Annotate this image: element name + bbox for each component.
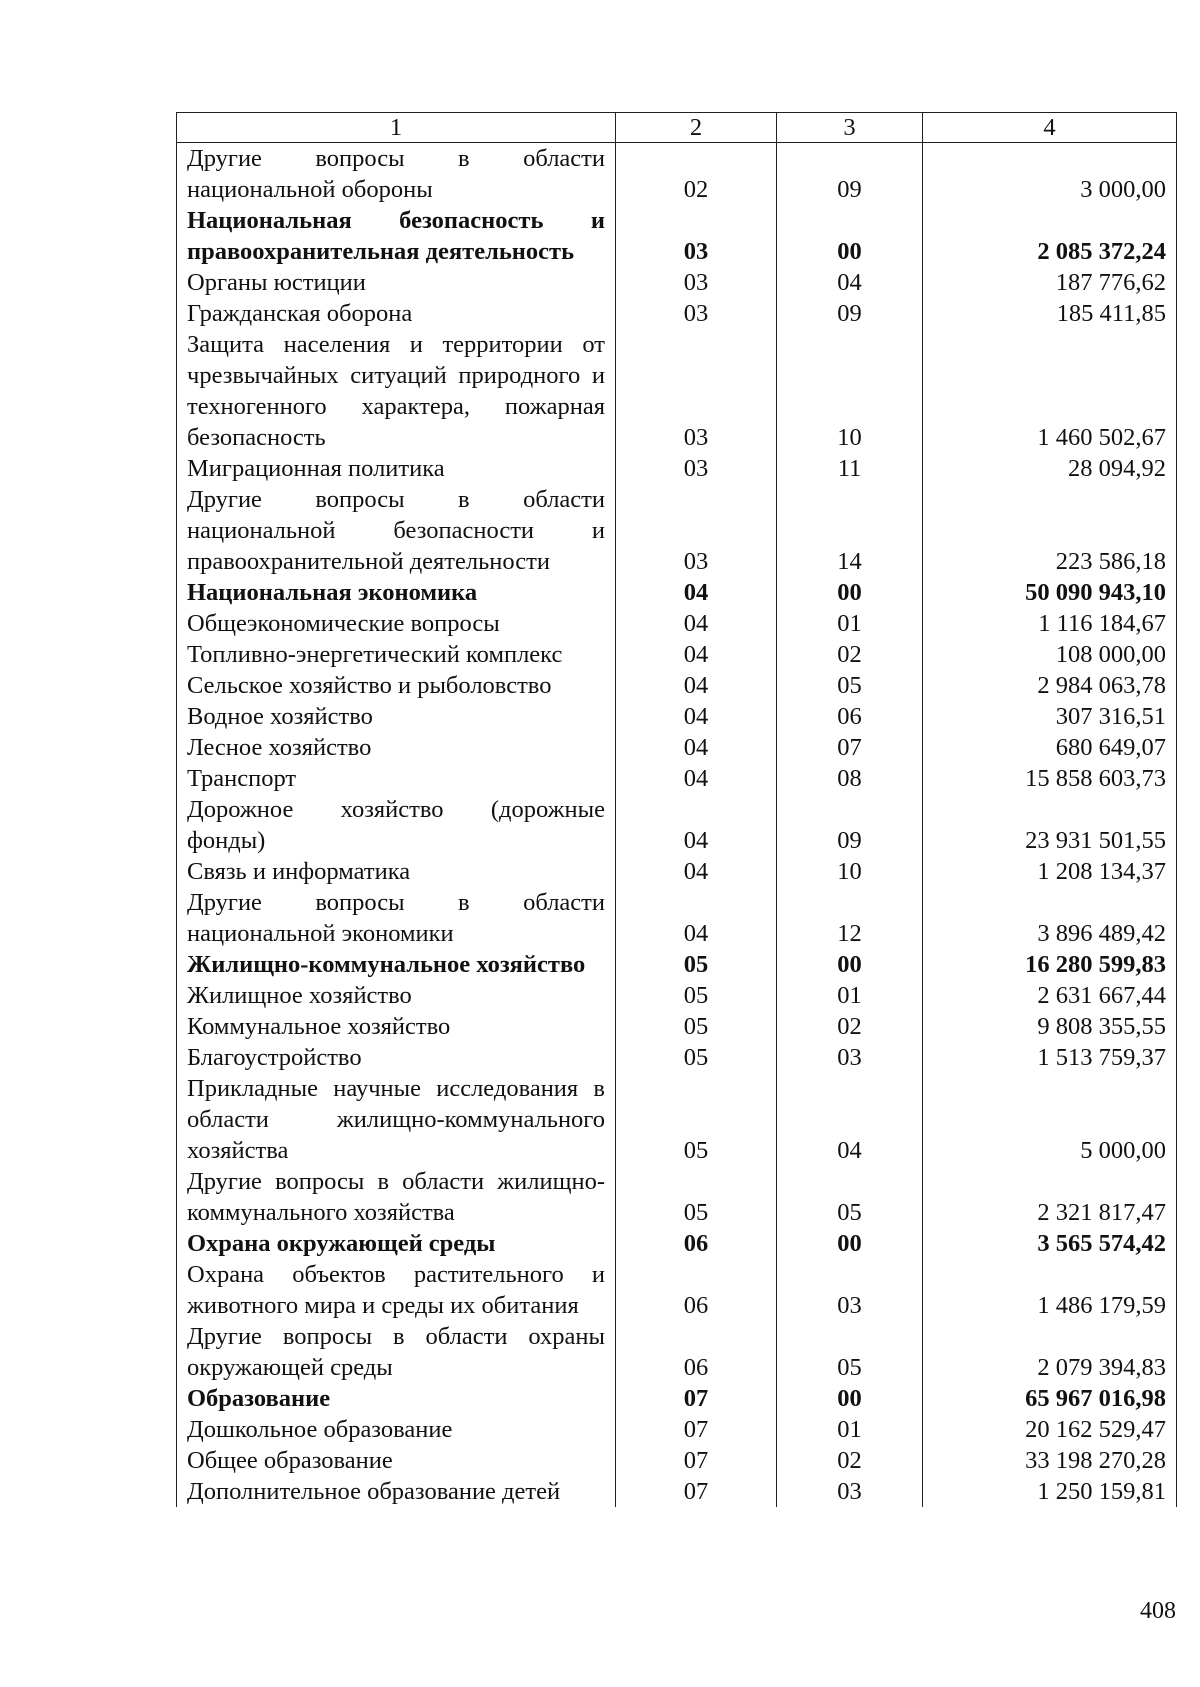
row-section-code: 03 (616, 484, 777, 577)
row-amount: 2 079 394,83 (923, 1321, 1177, 1383)
row-amount: 185 411,85 (923, 298, 1177, 329)
row-subsection-code: 06 (777, 701, 923, 732)
row-subsection-code: 04 (777, 1073, 923, 1166)
row-amount: 1 208 134,37 (923, 856, 1177, 887)
row-name: Другие вопросы в области охраны окружающей среды (177, 1321, 616, 1383)
table-row (177, 1414, 1177, 1445)
row-name: Другие вопросы в области жилищно-коммунального хозяйства (177, 1166, 616, 1228)
row-amount: 2 321 817,47 (923, 1166, 1177, 1228)
column-header-amount: 4 (923, 113, 1177, 143)
table-row (177, 1321, 1177, 1383)
row-subsection-code: 03 (777, 1259, 923, 1321)
budget-table (176, 112, 1177, 1507)
row-subsection-code: 05 (777, 670, 923, 701)
row-amount: 307 316,51 (923, 701, 1177, 732)
row-amount: 3 565 574,42 (923, 1228, 1177, 1259)
table-row (177, 980, 1177, 1011)
row-name: Органы юстиции (177, 267, 616, 298)
row-subsection-code: 11 (777, 453, 923, 484)
row-name: Другие вопросы в области национальной безопасности и правоохранительной деятельности (177, 484, 616, 577)
row-section-code: 04 (616, 639, 777, 670)
row-section-code: 04 (616, 577, 777, 608)
row-name: Жилищное хозяйство (177, 980, 616, 1011)
row-subsection-code: 01 (777, 980, 923, 1011)
row-name: Водное хозяйство (177, 701, 616, 732)
row-name: Национальная экономика (177, 577, 616, 608)
row-name: Охрана окружающей среды (177, 1228, 616, 1259)
row-section-code: 05 (616, 1011, 777, 1042)
row-name: Дорожное хозяйство (дорожные фонды) (177, 794, 616, 856)
table-row (177, 577, 1177, 608)
row-name: Другие вопросы в области национальной экономики (177, 887, 616, 949)
table-row (177, 143, 1177, 206)
table-row (177, 484, 1177, 577)
row-section-code: 03 (616, 329, 777, 453)
row-amount: 16 280 599,83 (923, 949, 1177, 980)
row-subsection-code: 00 (777, 1383, 923, 1414)
row-name: Коммунальное хозяйство (177, 1011, 616, 1042)
table-row (177, 639, 1177, 670)
row-amount: 2 085 372,24 (923, 205, 1177, 267)
row-subsection-code: 02 (777, 1011, 923, 1042)
table-row (177, 949, 1177, 980)
row-name: Общеэкономические вопросы (177, 608, 616, 639)
row-subsection-code: 09 (777, 143, 923, 206)
row-name: Благоустройство (177, 1042, 616, 1073)
row-section-code: 05 (616, 949, 777, 980)
row-subsection-code: 00 (777, 577, 923, 608)
column-header-name: 1 (177, 113, 616, 143)
row-amount: 108 000,00 (923, 639, 1177, 670)
table-row (177, 298, 1177, 329)
row-section-code: 04 (616, 887, 777, 949)
row-subsection-code: 01 (777, 1414, 923, 1445)
row-name: Прикладные научные исследования в области жилищно-коммунального хозяйства (177, 1073, 616, 1166)
row-subsection-code: 10 (777, 856, 923, 887)
row-section-code: 04 (616, 732, 777, 763)
row-section-code: 04 (616, 763, 777, 794)
row-section-code: 05 (616, 1042, 777, 1073)
row-amount: 680 649,07 (923, 732, 1177, 763)
row-name: Лесное хозяйство (177, 732, 616, 763)
table-row (177, 1259, 1177, 1321)
row-name: Другие вопросы в области национальной обороны (177, 143, 616, 206)
table-row (177, 1042, 1177, 1073)
table-row (177, 205, 1177, 267)
table-row (177, 670, 1177, 701)
table-body (177, 143, 1177, 1508)
row-subsection-code: 01 (777, 608, 923, 639)
row-section-code: 06 (616, 1228, 777, 1259)
row-amount: 187 776,62 (923, 267, 1177, 298)
page-number: 408 (1140, 1598, 1176, 1624)
row-amount: 2 984 063,78 (923, 670, 1177, 701)
table-row (177, 1476, 1177, 1507)
row-section-code: 03 (616, 267, 777, 298)
row-subsection-code: 00 (777, 205, 923, 267)
table-row (177, 1383, 1177, 1414)
table-row (177, 763, 1177, 794)
row-name: Защита населения и территории от чрезвычайных ситуаций природного и техногенного характера, пожарная безопасность (177, 329, 616, 453)
row-amount: 1 116 184,67 (923, 608, 1177, 639)
table-row (177, 1228, 1177, 1259)
row-section-code: 07 (616, 1383, 777, 1414)
row-name: Дополнительное образование детей (177, 1476, 616, 1507)
row-section-code: 03 (616, 453, 777, 484)
table-row (177, 329, 1177, 453)
row-subsection-code: 07 (777, 732, 923, 763)
table-row (177, 856, 1177, 887)
row-name: Общее образование (177, 1445, 616, 1476)
row-amount: 1 250 159,81 (923, 1476, 1177, 1507)
table-row (177, 732, 1177, 763)
row-subsection-code: 12 (777, 887, 923, 949)
row-amount: 9 808 355,55 (923, 1011, 1177, 1042)
row-name: Национальная безопасность и правоохранительная деятельность (177, 205, 616, 267)
row-name: Сельское хозяйство и рыболовство (177, 670, 616, 701)
row-subsection-code: 00 (777, 949, 923, 980)
table-row (177, 1166, 1177, 1228)
row-subsection-code: 05 (777, 1321, 923, 1383)
column-header-section: 2 (616, 113, 777, 143)
column-header-subsection: 3 (777, 113, 923, 143)
row-name: Дошкольное образование (177, 1414, 616, 1445)
row-subsection-code: 08 (777, 763, 923, 794)
row-subsection-code: 09 (777, 298, 923, 329)
row-amount: 5 000,00 (923, 1073, 1177, 1166)
row-subsection-code: 02 (777, 639, 923, 670)
row-section-code: 05 (616, 980, 777, 1011)
table-row (177, 1073, 1177, 1166)
row-amount: 1 513 759,37 (923, 1042, 1177, 1073)
row-section-code: 07 (616, 1414, 777, 1445)
row-section-code: 04 (616, 856, 777, 887)
row-subsection-code: 04 (777, 267, 923, 298)
table-row (177, 701, 1177, 732)
row-section-code: 03 (616, 205, 777, 267)
table-header-row (177, 113, 1177, 143)
row-name: Миграционная политика (177, 453, 616, 484)
row-name: Топливно-энергетический комплекс (177, 639, 616, 670)
row-amount: 3 000,00 (923, 143, 1177, 206)
row-section-code: 07 (616, 1445, 777, 1476)
row-subsection-code: 09 (777, 794, 923, 856)
row-name: Жилищно-коммунальное хозяйство (177, 949, 616, 980)
row-section-code: 05 (616, 1166, 777, 1228)
row-amount: 23 931 501,55 (923, 794, 1177, 856)
row-subsection-code: 03 (777, 1476, 923, 1507)
row-name: Связь и информатика (177, 856, 616, 887)
row-section-code: 02 (616, 143, 777, 206)
row-amount: 28 094,92 (923, 453, 1177, 484)
row-amount: 3 896 489,42 (923, 887, 1177, 949)
row-subsection-code: 14 (777, 484, 923, 577)
table-row (177, 1445, 1177, 1476)
row-section-code: 06 (616, 1321, 777, 1383)
row-section-code: 05 (616, 1073, 777, 1166)
row-section-code: 07 (616, 1476, 777, 1507)
row-section-code: 04 (616, 608, 777, 639)
row-name: Транспорт (177, 763, 616, 794)
row-name: Гражданская оборона (177, 298, 616, 329)
row-amount: 20 162 529,47 (923, 1414, 1177, 1445)
row-amount: 1 460 502,67 (923, 329, 1177, 453)
table-row (177, 453, 1177, 484)
row-amount: 223 586,18 (923, 484, 1177, 577)
row-subsection-code: 03 (777, 1042, 923, 1073)
row-section-code: 04 (616, 794, 777, 856)
row-section-code: 03 (616, 298, 777, 329)
row-section-code: 04 (616, 670, 777, 701)
table-row (177, 887, 1177, 949)
row-subsection-code: 00 (777, 1228, 923, 1259)
row-subsection-code: 10 (777, 329, 923, 453)
row-section-code: 06 (616, 1259, 777, 1321)
row-amount: 65 967 016,98 (923, 1383, 1177, 1414)
table-row (177, 1011, 1177, 1042)
row-amount: 1 486 179,59 (923, 1259, 1177, 1321)
row-name: Образование (177, 1383, 616, 1414)
table-row (177, 794, 1177, 856)
row-subsection-code: 05 (777, 1166, 923, 1228)
row-subsection-code: 02 (777, 1445, 923, 1476)
table-row (177, 608, 1177, 639)
row-amount: 50 090 943,10 (923, 577, 1177, 608)
row-amount: 33 198 270,28 (923, 1445, 1177, 1476)
row-section-code: 04 (616, 701, 777, 732)
row-amount: 2 631 667,44 (923, 980, 1177, 1011)
row-amount: 15 858 603,73 (923, 763, 1177, 794)
table-row (177, 267, 1177, 298)
row-name: Охрана объектов растительного и животного мира и среды их обитания (177, 1259, 616, 1321)
